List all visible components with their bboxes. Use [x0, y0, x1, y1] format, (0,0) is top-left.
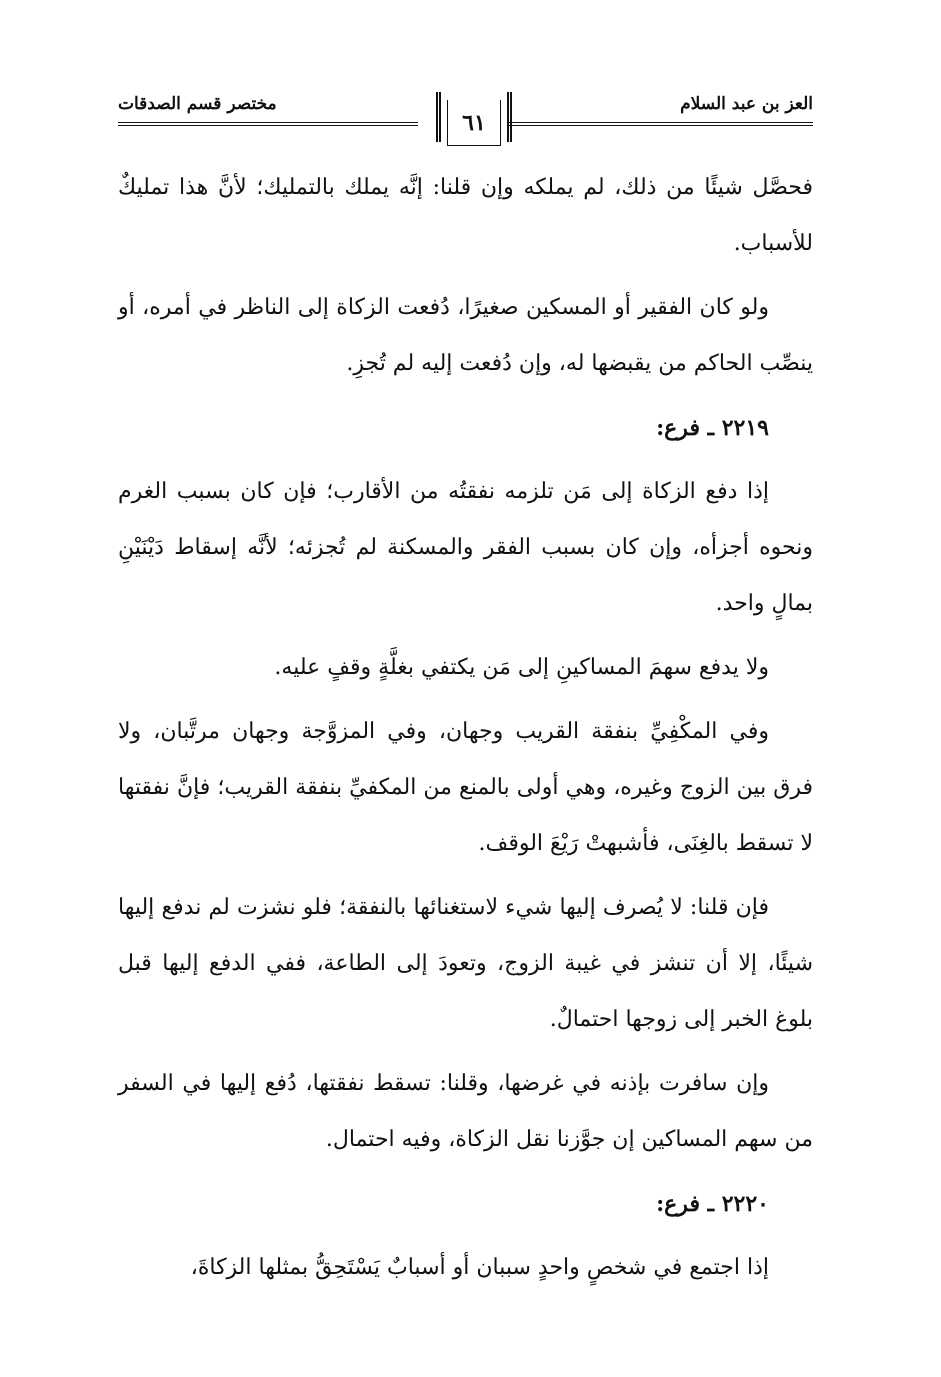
paragraph-8: إذا اجتمع في شخصٍ واحدٍ سببان أو أسبابٌ يَسْتَحِقُّ بمثلها الزكاةَ،: [190, 1255, 769, 1280]
section-heading-2220: ٢٢٢٠ ـ فرع:: [656, 1191, 769, 1217]
header-rule-right: [508, 122, 813, 126]
running-head-book-title: مختصر قسم الصدقات: [118, 94, 277, 114]
page-body: [118, 160, 813, 1304]
paragraph-3: إذا دفع الزكاة إلى مَن تلزمه نفقتُه من الأقارب؛ فإن كان بسبب الغرم ونحوه أجزأه، وإن كان بسبب الفقر والمسكنة لم تُجزئه؛ لأنَّه إسقاط دَيْنَيْنِ بمالٍ واحد.: [118, 479, 813, 616]
page-number-frame: [436, 92, 512, 142]
page-number: ٦١: [462, 110, 486, 136]
paragraph-7: وإن سافرت بإذنه في غرضها، وقلنا: تسقط نفقتها، دُفع إليها في السفر من سهم المساكين إن جوَّزنا نقل الزكاة، وفيه احتمال.: [118, 1071, 813, 1152]
section-heading-2219: ٢٢١٩ ـ فرع:: [656, 415, 769, 441]
page-header: [118, 88, 813, 158]
paragraph-2: ولو كان الفقير أو المسكين صغيرًا، دُفعت الزكاة إلى الناظر في أمره، أو ينصِّب الحاكم من يقبضها له، وإن دُفعت إليه لم تُجزِ.: [118, 295, 813, 376]
paragraph-5: وفي المكْفِيِّ بنفقة القريب وجهان، وفي المزوَّجة وجهان مرتَّبان، ولا فرق بين الزوج وغيره، وهي أولى بالمنع من المكفيِّ بنفقة القريب؛ فإنَّ نفقتها لا تسقط بالغِنَى، فأشبهتْ رَيْعَ الوقف.: [118, 719, 813, 856]
paragraph-4: ولا يدفع سهمَ المساكينِ إلى مَن يكتفي بغلَّةٍ وقفٍ عليه.: [274, 655, 769, 680]
running-head-author: العز بن عبد السلام: [680, 94, 813, 114]
header-rule-left: [118, 122, 418, 126]
paragraph-6: فإن قلنا: لا يُصرف إليها شيء لاستغنائها بالنفقة؛ فلو نشزت لم ندفع إليها شيئًا، إلا أن تنشز في غيبة الزوج، وتعودَ إلى الطاعة، ففي الدفع إليها قبل بلوغ الخبر إلى زوجها احتمالٌ.: [118, 895, 813, 1032]
paragraph-1: فحصَّل شيئًا من ذلك، لم يملكه وإن قلنا: إنَّه يملك بالتمليك؛ لأنَّ هذا تمليكٌ للأسباب.: [118, 175, 813, 256]
